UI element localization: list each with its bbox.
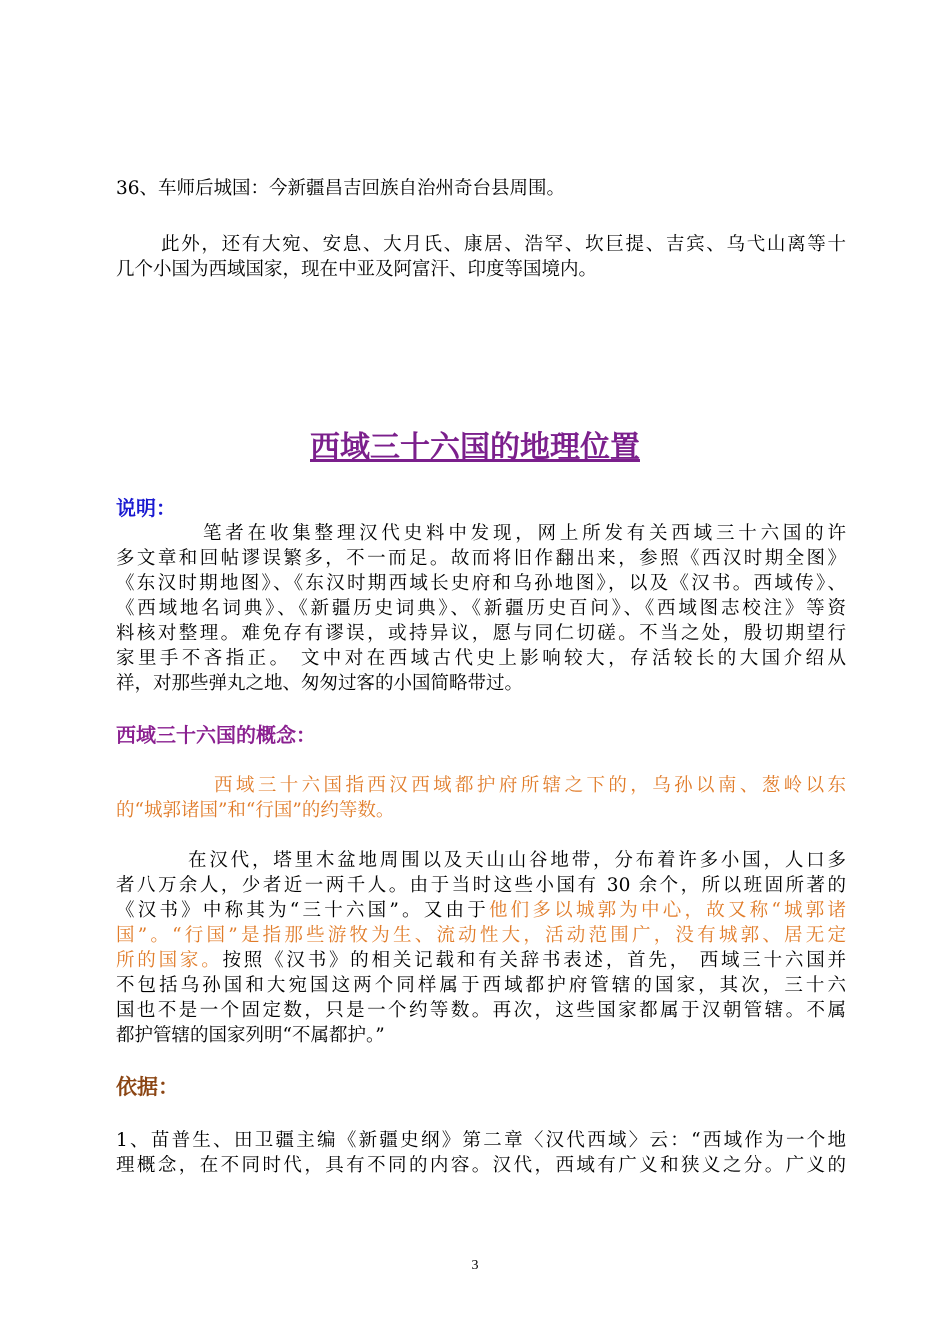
- item-36-text: 36、车师后城国：今新疆昌吉回族自治州奇台县周围。: [116, 178, 566, 199]
- page-number: 3: [471, 1258, 479, 1273]
- note-paragraph: [116, 521, 846, 696]
- han-line-highlight: 国”。“行国”是指那些游牧为生、流动性大，活动范围广，没有城郭、居无定: [116, 925, 846, 946]
- note-line: 笔者在收集整理汉代史料中发现，网上所发有关西域三十六国的许: [203, 523, 846, 544]
- basis-line: 理概念，在不同时代，具有不同的内容。汉代，西域有广义和狭义之分。广义的: [116, 1155, 846, 1176]
- basis-line: 1、苗普生、田卫疆主编《新疆史纲》第二章〈汉代西域〉云：“西域作为一个地: [116, 1130, 846, 1151]
- document-title: 西域三十六国的地理位置: [310, 430, 640, 465]
- concept-heading: 西域三十六国的概念：: [116, 723, 316, 747]
- han-line-part: 按照《汉书》的相关记载和有关辞书表述，首先， 西域三十六国并: [222, 950, 846, 971]
- note-line: 《西域地名词典》、《新疆历史词典》、《新疆历史百问》、《西域图志校注》等资: [116, 598, 846, 619]
- han-line-part: 《汉书》中称其为“三十六国”。又由于: [116, 900, 489, 921]
- han-line: 不包括乌孙国和大宛国这两个同样属于西域都护府管辖的国家，其次，三十六: [116, 975, 846, 996]
- han-line: 在汉代，塔里木盆地周围以及天山山谷地带，分布着许多小国，人口多: [188, 850, 846, 871]
- paragraph-line: 几个小国为西域国家，现在中亚及阿富汗、印度等国境内。: [116, 259, 598, 280]
- han-line: 国也不是一个固定数，只是一个约等数。再次，这些国家都属于汉朝管辖。不属: [116, 1000, 846, 1021]
- basis-paragraph: [116, 1128, 846, 1178]
- paragraph-extra-countries: [116, 232, 846, 282]
- han-line: 都护管辖的国家列明“不属都护。”: [116, 1025, 385, 1046]
- note-line: 多文章和回帖谬误繁多，不一而足。故而将旧作翻出来，参照《西汉时期全图》: [116, 548, 846, 569]
- item-36: [116, 176, 846, 201]
- note-line: 祥，对那些弹丸之地、匆匆过客的小国简略带过。: [116, 673, 524, 694]
- basis-heading: 依据：: [116, 1075, 179, 1099]
- han-paragraph: [116, 848, 846, 1048]
- note-heading: 说明：: [116, 496, 176, 520]
- note-line: 料核对整理。难免存有谬误，或持异议，愿与同仁切磋。不当之处，殷切期望行: [116, 623, 846, 644]
- concept-line: 的“城郭诸国”和“行国”的约等数。: [116, 800, 395, 821]
- paragraph-line: 此外，还有大宛、安息、大月氏、康居、浩罕、坎巨提、吉宾、乌弋山离等十: [161, 234, 846, 255]
- han-line-highlight: 所的国家。: [116, 950, 223, 971]
- han-line: 者八万余人，少者近一两千人。由于当时这些小国有 30 余个，所以班固所著的: [116, 875, 846, 896]
- han-line: [116, 948, 846, 973]
- note-line: 《东汉时期地图》、《东汉时期西域长史府和乌孙地图》，以及《汉书。西域传》、: [116, 573, 846, 594]
- han-line-highlight: 他们多以城郭为中心，故又称“城郭诸: [488, 900, 846, 921]
- concept-line: 西域三十六国指西汉西域都护府所辖之下的，乌孙以南、葱岭以东: [214, 775, 846, 796]
- note-line: 家里手不吝指正。 文中对在西域古代史上影响较大，存活较长的大国介绍从: [116, 648, 846, 669]
- han-line: [116, 898, 846, 923]
- concept-definition: [116, 773, 846, 823]
